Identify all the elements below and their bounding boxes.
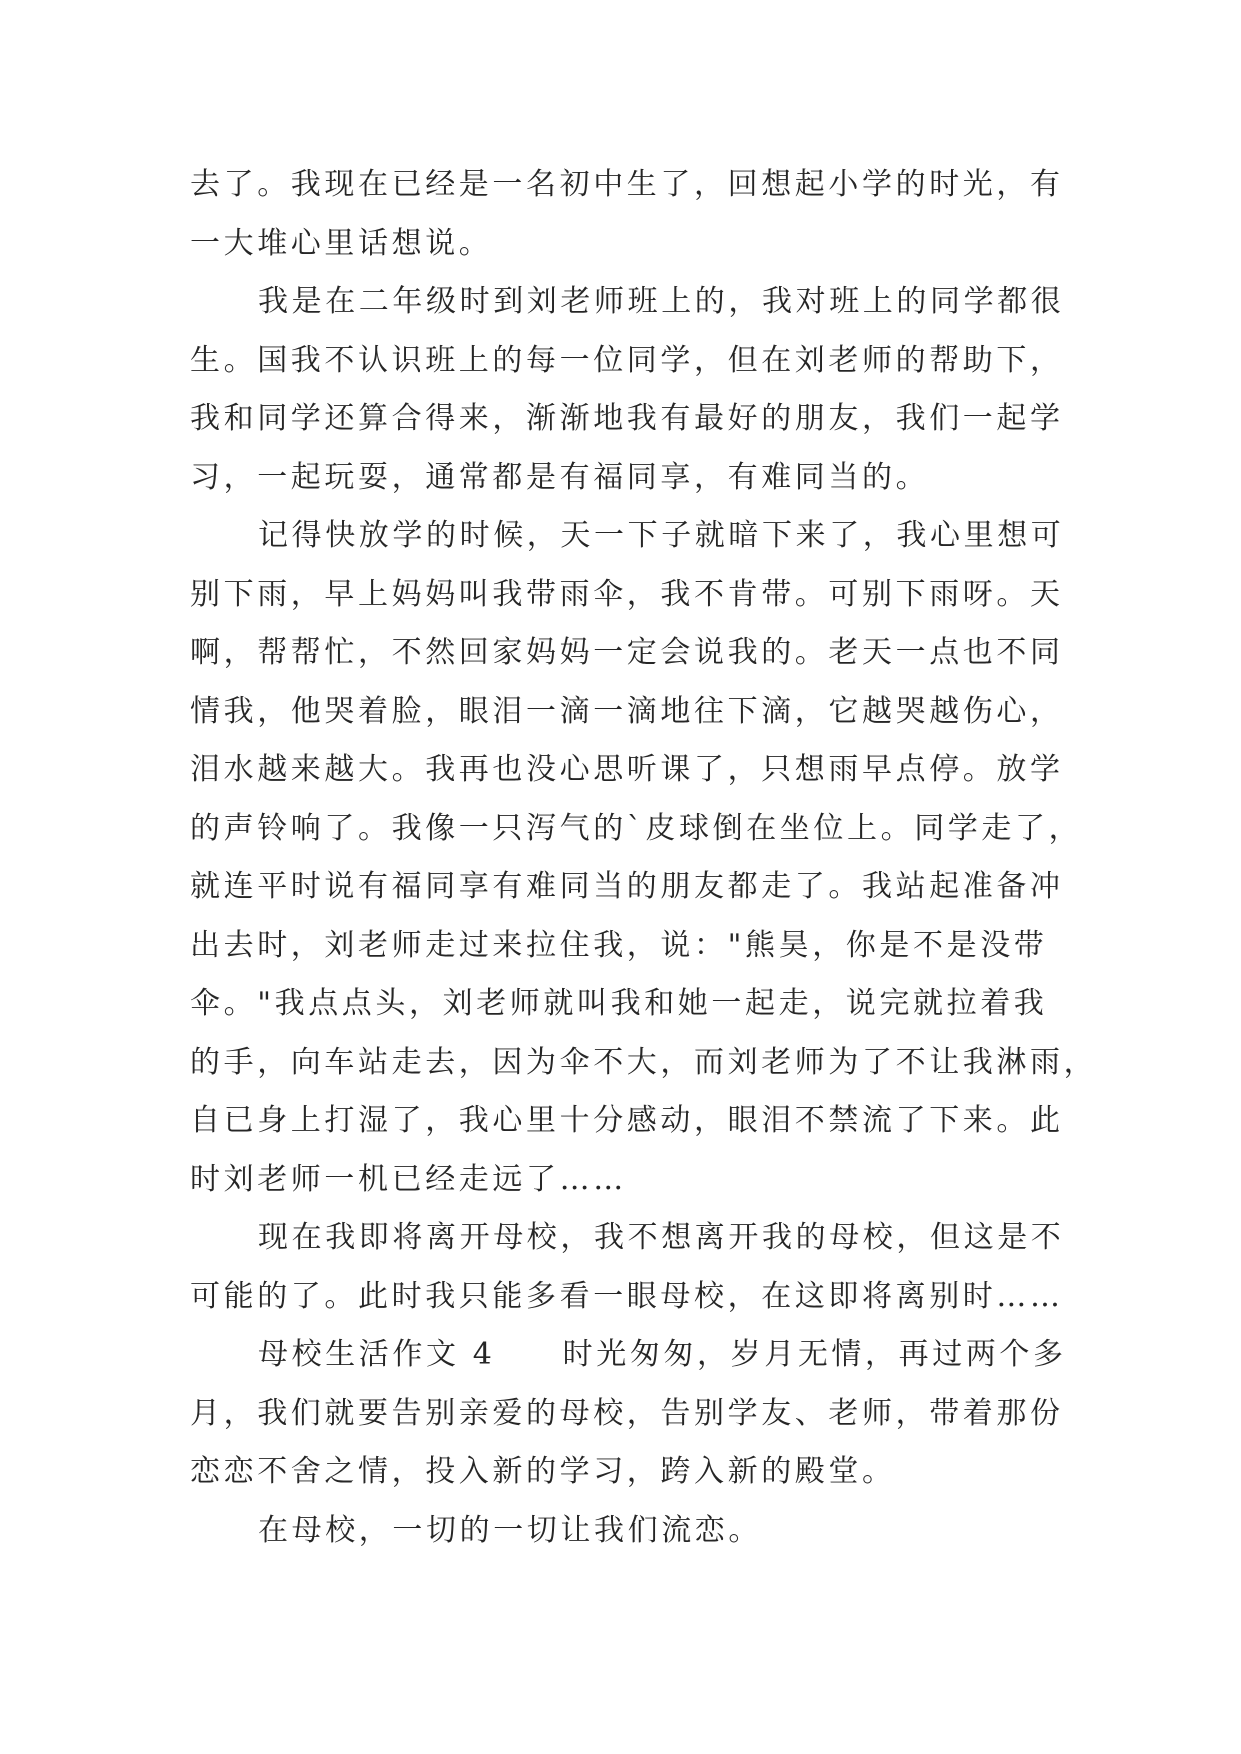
section-heading-line: 母校生活作文 4 时光匆匆，岁月无情，再过两个多 bbox=[258, 1337, 1067, 1372]
text-line: 月，我们就要告别亲爱的母校，告别学友、老师，带着那份 bbox=[190, 1395, 1064, 1431]
text-line: 的声铃响了。我像一只泻气的`皮球倒在坐位上。同学走了， bbox=[190, 810, 1083, 846]
text-line: 别下雨，早上妈妈叫我带雨伞，我不肯带。可别下雨呀。天 bbox=[190, 576, 1064, 612]
paragraph-start-line: 记得快放学的时候，天一下子就暗下来了，我心里想可 bbox=[258, 518, 1065, 553]
text-line: 泪水越来越大。我再也没心思听课了，只想雨早点停。放学 bbox=[190, 752, 1064, 787]
text-line: 出去时，刘老师走过来拉住我，说："熊昊，你是不是没带 bbox=[190, 927, 1048, 963]
text-line: 我和同学还算合得来，渐渐地我有最好的朋友，我们一起学 bbox=[190, 401, 1064, 436]
paragraph-start-line: 在母校，一切的一切让我们流恋。 bbox=[258, 1512, 762, 1548]
paragraph-start-line: 我是在二年级时到刘老师班上的，我对班上的同学都很 bbox=[258, 284, 1065, 319]
text-line: 情我，他哭着脸，眼泪一滴一滴地往下滴，它越哭越伤心， bbox=[190, 693, 1064, 729]
text-line: 去了。我现在已经是一名初中生了，回想起小学的时光，有 bbox=[190, 167, 1064, 202]
text-line: 习，一起玩耍，通常都是有福同享，有难同当的。 bbox=[190, 459, 930, 495]
text-line: 时刘老师一机已经走远了…… bbox=[190, 1161, 627, 1197]
text-line: 啊，帮帮忙，不然回家妈妈一定会说我的。老天一点也不同 bbox=[190, 635, 1064, 670]
text-line: 就连平时说有福同享有难同当的朋友都走了。我站起准备冲 bbox=[190, 869, 1064, 904]
text-line: 一大堆心里话想说。 bbox=[190, 225, 493, 261]
text-line: 伞。"我点点头，刘老师就叫我和她一起走，说完就拉着我 bbox=[190, 986, 1048, 1021]
text-line: 生。国我不认识班上的每一位同学，但在刘老师的帮助下， bbox=[190, 342, 1064, 378]
text-line: 恋恋不舍之情，投入新的学习，跨入新的殿堂。 bbox=[190, 1454, 896, 1489]
text-line: 的手，向车站走去，因为伞不大，而刘老师为了不让我淋雨， bbox=[190, 1044, 1098, 1080]
text-line: 自已身上打湿了，我心里十分感动，眼泪不禁流了下来。此 bbox=[190, 1103, 1064, 1138]
text-line: 可能的了。此时我只能多看一眼母校，在这即将离别时…… bbox=[190, 1278, 1064, 1314]
paragraph-start-line: 现在我即将离开母校，我不想离开我的母校，但这是不 bbox=[258, 1220, 1065, 1255]
essay-body bbox=[190, 156, 1098, 1560]
